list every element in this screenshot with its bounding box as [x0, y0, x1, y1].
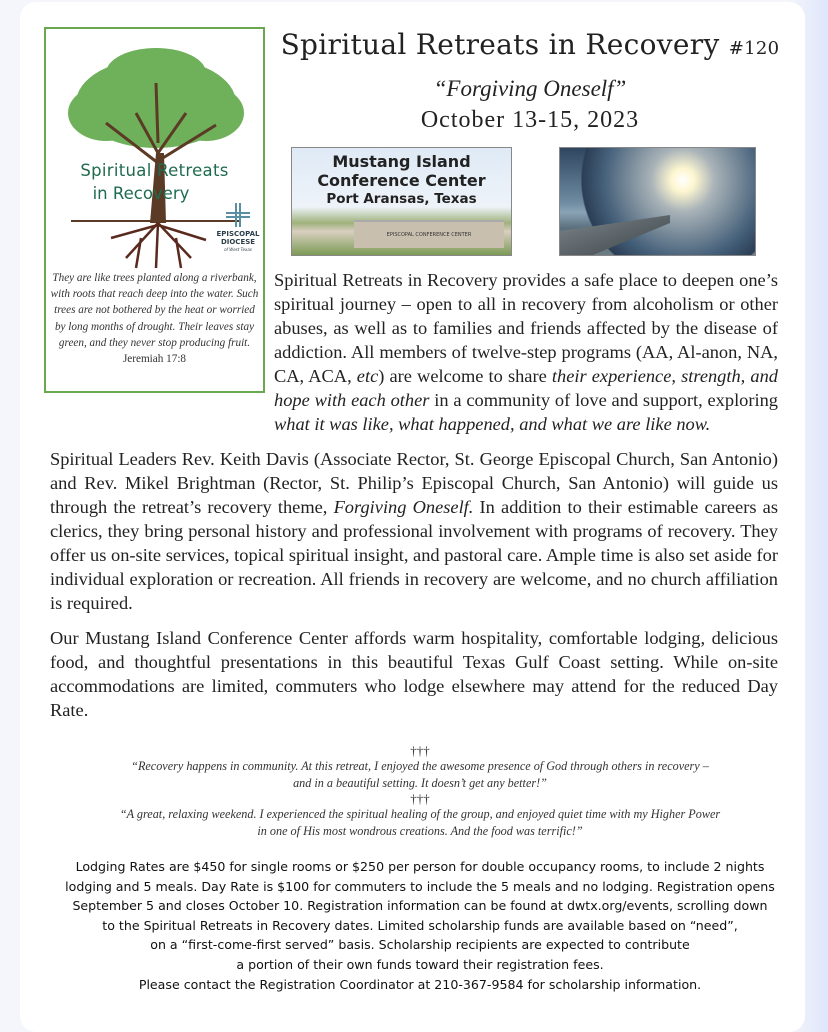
venue-name-line1: Mustang Island: [332, 152, 471, 171]
info-line: a portion of their own funds toward their registration fees.: [236, 956, 604, 972]
diocese-label-1: EPISCOPAL: [216, 230, 260, 238]
info-line: Please contact the Registration Coordinator at 210-367-9584 for scholarship information.: [138, 976, 702, 992]
text: In addition to their estimable careers as clerics, they bring personal history and professional involvement with programs of recovery. They offer us on-site services, topical spiritual insight, and pastoral care. Ample time is also set aside for individual exploration or recreation. All friends in recovery are welcome, and no church affiliation is required.: [50, 497, 778, 613]
boardwalk: [560, 215, 670, 255]
text: etc: [356, 366, 379, 386]
info-line: September 5 and closes October 10. Registration information can be found at dwtx.org/events, scrolling down: [72, 898, 768, 914]
venue-name-line2: Conference Center: [317, 171, 486, 190]
conference-center-photo: [291, 147, 512, 256]
retreat-date: October 13-15, 2023: [420, 107, 640, 133]
registration-info: [40, 857, 800, 994]
text: Forgiving Oneself.: [333, 497, 474, 517]
text: what it was like, what happened, and what we are like now.: [274, 414, 711, 434]
info-line: to the Spiritual Retreats in Recovery dates. Limited scholarship funds are available based on “need”,: [102, 917, 738, 933]
cross-divider: †††: [410, 743, 430, 758]
text: in a community of love and support, exploring: [429, 390, 778, 410]
diocese-cross-icon: [225, 202, 251, 228]
page-title: [280, 28, 780, 61]
info-line: Lodging Rates are $450 for single rooms or $250 per person for double occupancy rooms, to include 2 nights: [75, 859, 765, 874]
title-text: Spiritual Retreats in Recovery: [280, 28, 720, 61]
entrance-sign: [354, 220, 504, 248]
retreat-theme: “Forgiving Oneself”: [433, 76, 627, 101]
verse-text: They are like trees planted along a riverbank, with roots that reach deep into the water. Such trees are not bothered by the heat or worried by long months of drought. Their leaves stay green, and they never stop producing fruit.: [50, 272, 259, 349]
intro-paragraph: [50, 268, 778, 436]
text: their experience, strength, and hope with each other: [274, 366, 778, 410]
retreat-number: #120: [728, 38, 780, 59]
sign-text: EPISCOPAL CONFERENCE CENTER: [386, 232, 472, 238]
leaders-paragraph: [50, 447, 778, 615]
venue-location: Port Aransas, Texas: [326, 191, 477, 207]
logo-title-line1: Spiritual Retreats: [80, 161, 229, 180]
diocese-label-3: of West Texas: [224, 247, 252, 252]
logo-title-line2: in Recovery: [92, 184, 190, 203]
info-line: on a “first-come-first served” basis. Scholarship recipients are expected to contribute: [150, 937, 690, 953]
verse-reference: Jeremiah 17:8: [122, 353, 187, 366]
diocese-label-2: DIOCESE: [220, 238, 256, 246]
diocese-logo: [216, 202, 260, 254]
testimonial-1-line2: and in a beautiful setting. It doesn’t get any better!”: [293, 776, 547, 790]
beach-sunset-photo: [559, 147, 756, 256]
testimonials: [40, 744, 800, 840]
cross-divider: †††: [410, 791, 430, 806]
testimonial-2-line2: in one of His most wondrous creations. And the food was terrific!”: [257, 824, 583, 838]
info-line: lodging and 5 meals. Day Rate is $100 for commuters to include the 5 meals and no lodging. Registration opens: [65, 878, 775, 894]
description: [50, 268, 778, 733]
text: ) are welcome to share: [378, 366, 552, 386]
testimonial-2-line1: “A great, relaxing weekend. I experienced the spiritual healing of the group, and enjoyed quiet time with my Higher Power: [119, 807, 721, 821]
testimonial-1-line1: “Recovery happens in community. At this retreat, I enjoyed the awesome presence of God through others in recovery –: [131, 759, 709, 773]
text: Spiritual Leaders Rev. Keith Davis (Associate Rector, St. George Episcopal Church, San Antonio) and Rev. Mikel Brightman (Rector, St. Philip’s Episcopal Church, San Antonio) will guide us through the retreat’s recovery theme,: [50, 449, 778, 517]
text: Spiritual Retreats in Recovery provides a safe place to deepen one’s spiritual journey – open to all in recovery from alcoholism or other abuses, as well as to families and friends affected by the disease of addiction. All members of twelve-step programs (AA, Al-anon, NA, CA, ACA,: [274, 270, 778, 386]
venue-paragraph: Our Mustang Island Conference Center affords warm hospitality, comfortable lodging, delicious food, and thoughtful presentations in this beautiful Texas Gulf Coast setting. While on-site accommodations are limited, commuters who lodge elsewhere may attend for the reduced Day Rate.: [50, 628, 778, 720]
